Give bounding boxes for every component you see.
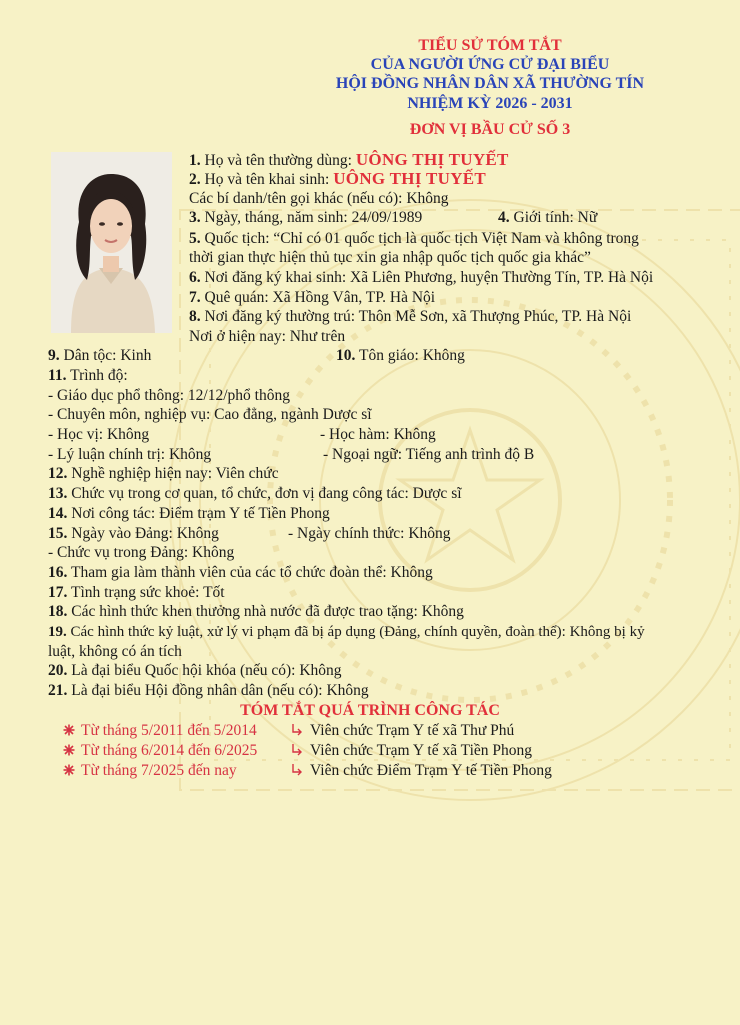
candidate-common-name: UÔNG THỊ TUYẾT [355, 150, 509, 169]
arrow-bullet-icon [290, 763, 304, 777]
work-position: Viên chức Điểm Trạm Y tế Tiền Phong [310, 762, 552, 779]
work-position: Viên chức Trạm Y tế xã Thư Phú [310, 722, 515, 739]
field-education: 11. Trình độ: [48, 367, 128, 384]
field-party-join-date: 15. Ngày vào Đảng: Không [48, 525, 219, 542]
field-party-official-date: - Ngày chính thức: Không [288, 525, 451, 542]
work-history-item [63, 741, 257, 761]
work-history-position [290, 721, 514, 741]
field-academic-rank: - Học hàm: Không [320, 426, 436, 443]
asterisk-bullet-icon [63, 764, 75, 776]
doc-subtitle-candidate: CỦA NGƯỜI ỨNG CỬ ĐẠI BIỂU [370, 56, 610, 73]
field-hometown: 7. Quê quán: Xã Hồng Vân, TP. Hà Nội [189, 289, 436, 306]
candidate-birth-name: UÔNG THỊ TUYẾT [333, 169, 487, 188]
field-peoples-council: 21. Là đại biểu Hội đồng nhân dân (nếu có): Không [48, 682, 369, 699]
work-history-item [63, 721, 257, 741]
field-national-assembly: 20. Là đại biểu Quốc hội khóa (nếu có): Không [48, 662, 342, 679]
work-history-position [290, 761, 552, 781]
field-alias: Các bí danh/tên gọi khác (nếu có): Không [189, 190, 449, 207]
field-foreign-language: - Ngoại ngữ: Tiếng anh trình độ B [323, 446, 535, 463]
field-birth-date: 3. Ngày, tháng, năm sinh: 24/09/1989 [189, 209, 423, 226]
doc-title: TIỂU SỬ TÓM TẮT [418, 37, 562, 54]
field-awards: 18. Các hình thức khen thưởng nhà nước đã được trao tặng: Không [48, 603, 464, 620]
field-nationality: 5. Quốc tịch: “Chỉ có 01 quốc tịch là quốc tịch Việt Nam và không trong [189, 230, 639, 247]
field-common-name: 1. Họ và tên thường dùng: UÔNG THỊ TUYẾT [189, 150, 509, 169]
field-discipline-cont: luật, không có án tích [48, 643, 182, 660]
field-nationality-cont: thời gian thực hiện thủ tục xin gia nhập quốc tịch quốc gia khác” [189, 249, 591, 266]
field-position: 13. Chức vụ trong cơ quan, tổ chức, đơn vị đang công tác: Dược sĩ [48, 485, 462, 502]
field-discipline: 19. Các hình thức kỷ luật, xử lý vi phạm đã bị áp dụng (Đảng, chính quyền, đoàn thể): Không bị kỷ [48, 624, 645, 640]
work-history-position [290, 741, 532, 761]
work-period: Từ tháng 6/2014 đến 6/2025 [81, 742, 258, 759]
work-position: Viên chức Trạm Y tế xã Tiền Phong [310, 742, 533, 759]
arrow-bullet-icon [290, 743, 304, 757]
field-specialty: - Chuyên môn, nghiệp vụ: Cao đẳng, ngành Dược sĩ [48, 406, 372, 423]
work-history-title: TÓM TẮT QUÁ TRÌNH CÔNG TÁC [240, 702, 500, 719]
arrow-bullet-icon [290, 723, 304, 737]
field-current-residence: Nơi ở hiện nay: Như trên [189, 328, 346, 345]
field-academic-degree: - Học vị: Không [48, 426, 150, 443]
field-religion: 10. Tôn giáo: Không [336, 347, 465, 364]
asterisk-bullet-icon [63, 724, 75, 736]
field-permanent-residence: 8. Nơi đăng ký thường trú: Thôn Mễ Sơn, xã Thượng Phúc, TP. Hà Nội [189, 308, 632, 325]
asterisk-bullet-icon [63, 744, 75, 756]
field-birth-registration: 6. Nơi đăng ký khai sinh: Xã Liên Phương, huyện Thường Tín, TP. Hà Nội [189, 269, 654, 286]
field-workplace: 14. Nơi công tác: Điểm trạm Y tế Tiền Phong [48, 505, 330, 522]
field-gender: 4. Giới tính: Nữ [498, 209, 598, 226]
work-period: Từ tháng 7/2025 đến nay [81, 762, 237, 779]
portrait-illustration [51, 152, 172, 333]
doc-electoral-unit: ĐƠN VỊ BẦU CỬ SỐ 3 [409, 121, 571, 138]
field-general-education: - Giáo dục phổ thông: 12/12/phổ thông [48, 387, 290, 404]
field-birth-name: 2. Họ và tên khai sinh: UÔNG THỊ TUYẾT [189, 169, 487, 188]
candidate-photo [51, 152, 172, 333]
work-period: Từ tháng 5/2011 đến 5/2014 [81, 722, 257, 739]
work-history-item [63, 761, 237, 781]
doc-subtitle-term: NHIỆM KỲ 2026 - 2031 [407, 95, 573, 112]
field-occupation: 12. Nghề nghiệp hiện nay: Viên chức [48, 465, 279, 482]
doc-subtitle-council: HỘI ĐỒNG NHÂN DÂN XÃ THƯỜNG TÍN [335, 75, 645, 92]
field-organizations: 16. Tham gia làm thành viên của các tổ chức đoàn thể: Không [48, 564, 433, 581]
field-political-theory: - Lý luận chính trị: Không [48, 446, 212, 463]
field-ethnicity: 9. Dân tộc: Kinh [48, 347, 152, 364]
field-health: 17. Tình trạng sức khoẻ: Tốt [48, 584, 225, 601]
field-party-position: - Chức vụ trong Đảng: Không [48, 544, 235, 561]
